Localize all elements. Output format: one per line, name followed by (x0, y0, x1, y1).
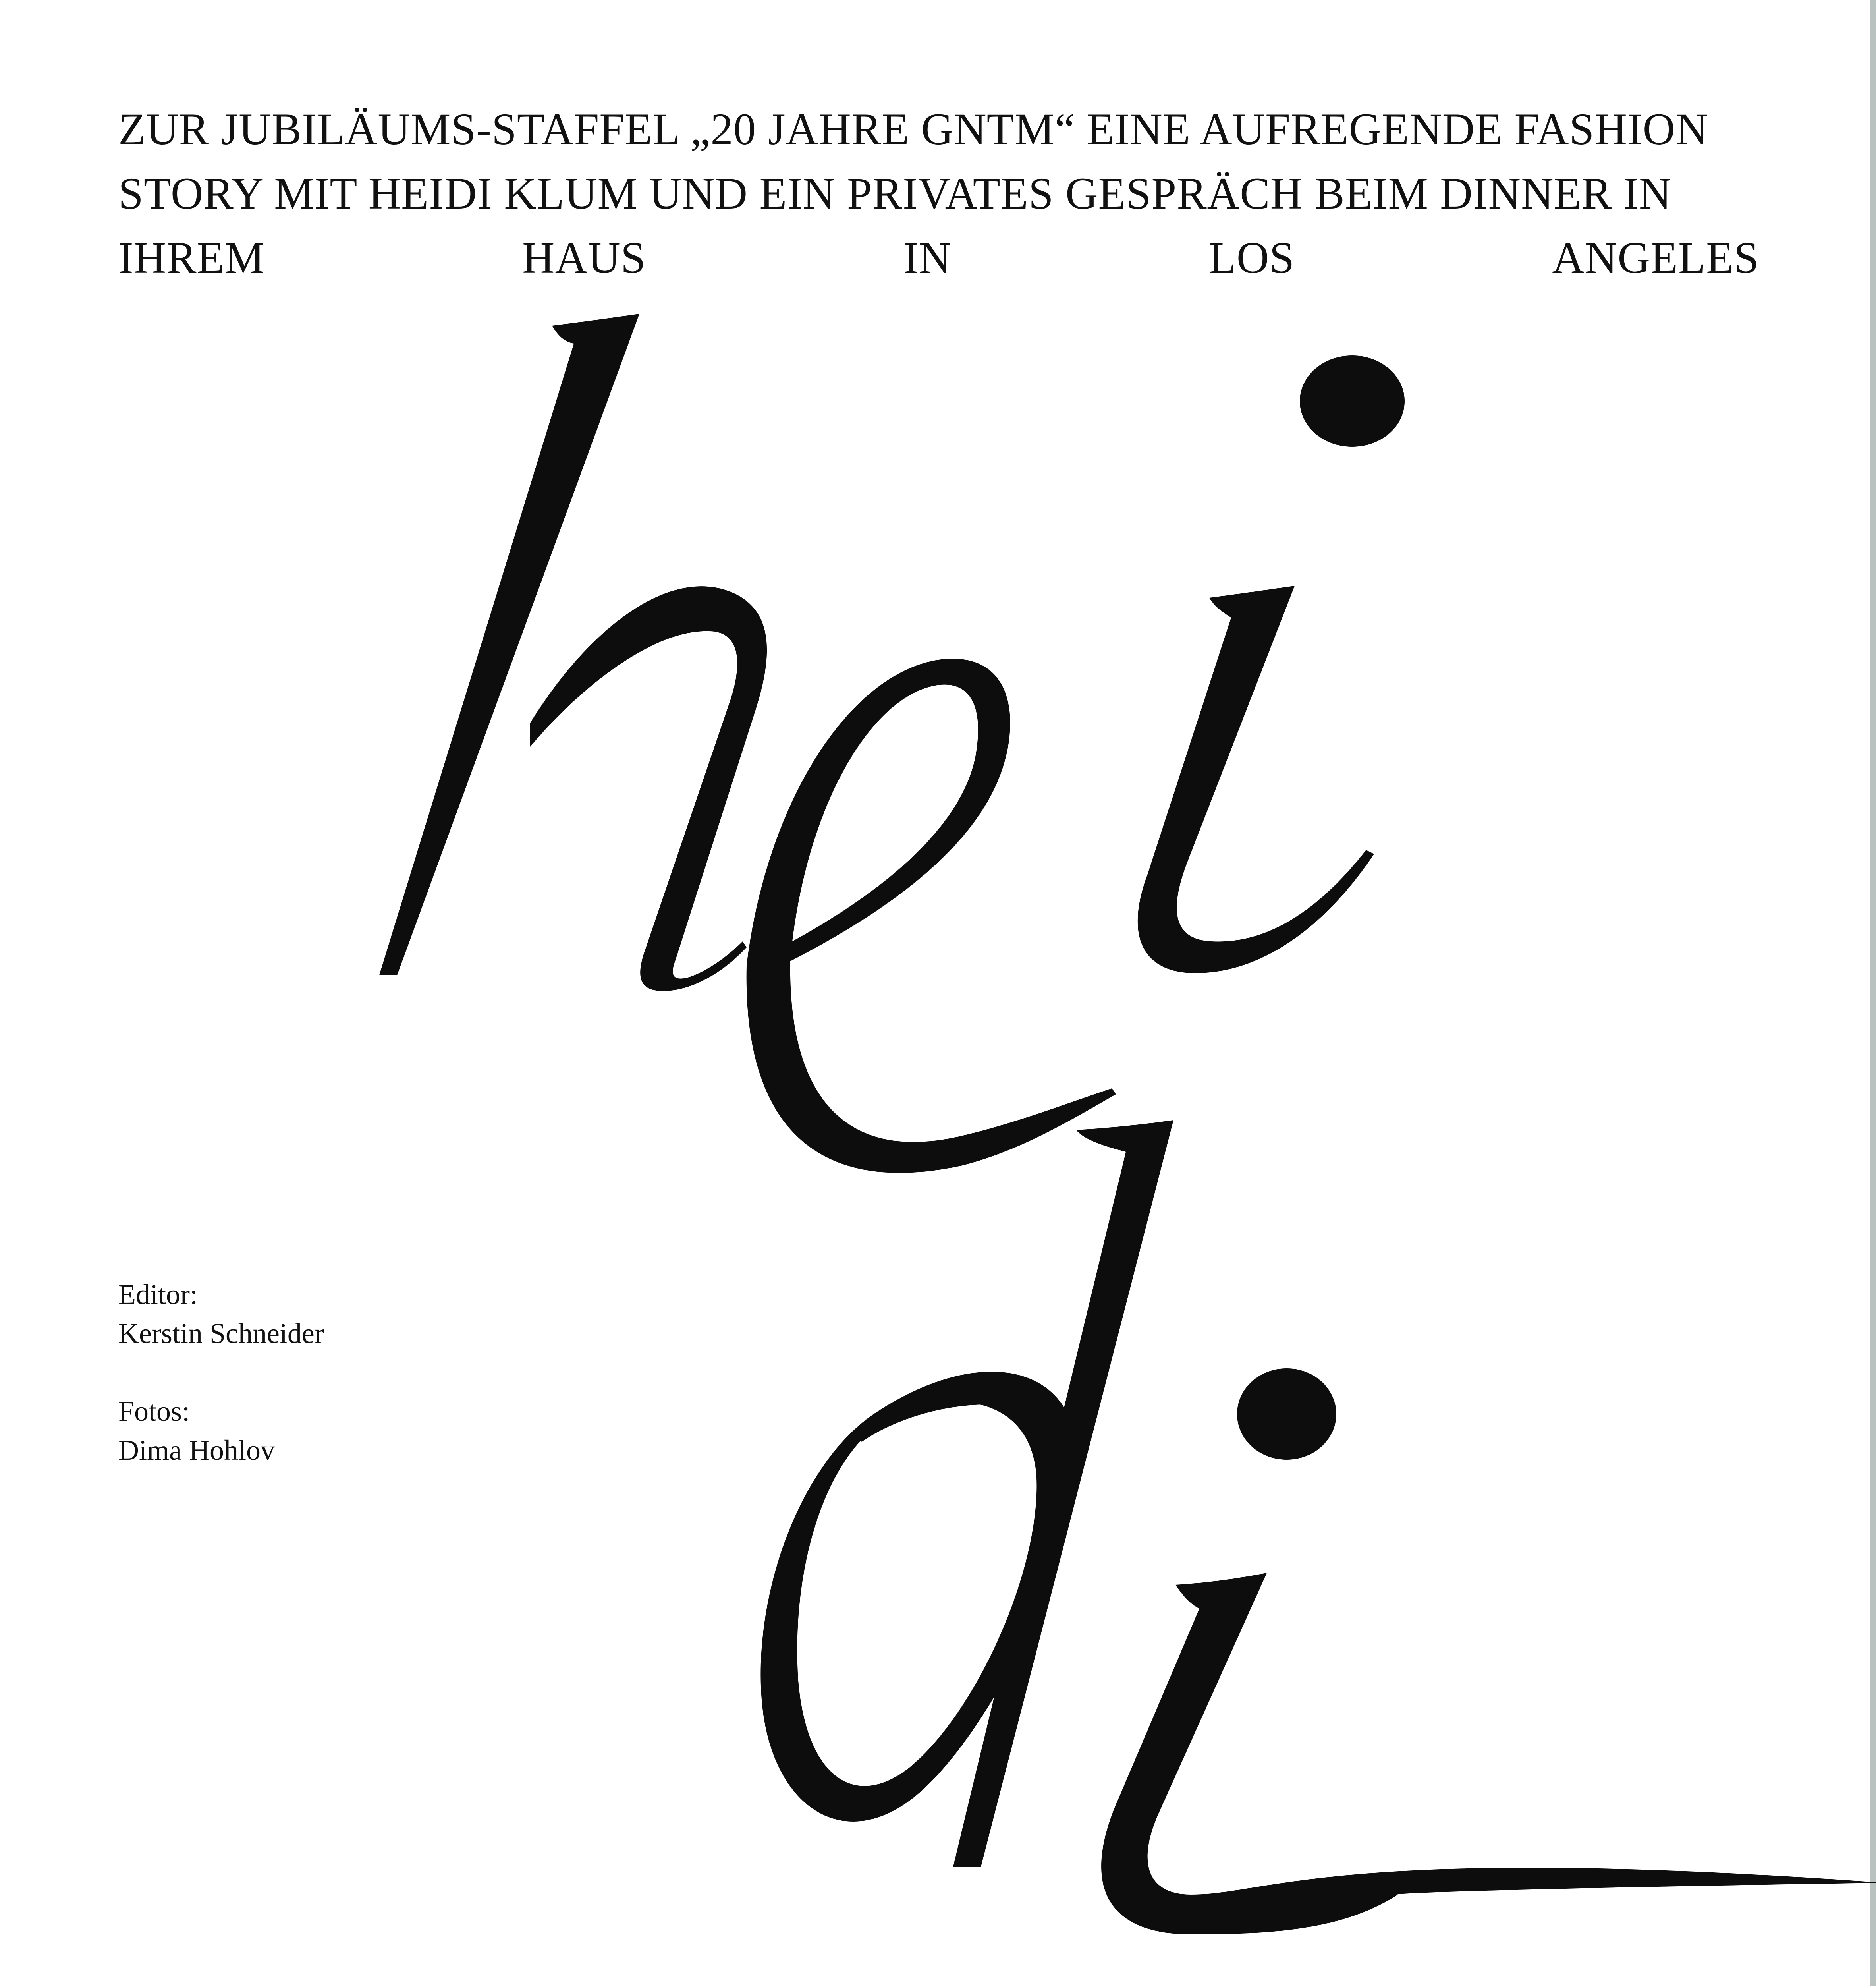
kicker-word: IN (903, 233, 952, 283)
photos-label: Fotos: (118, 1395, 190, 1427)
photos-name: Dima Hohlov (118, 1434, 275, 1466)
kicker-line-1: ZUR JUBILÄUMS-STAFFEL „20 JAHRE GNTM“ EINE AUFREGENDE FASHION (118, 104, 1708, 154)
kicker-word: HAUS (522, 233, 646, 283)
headline-letter-e (747, 659, 1116, 1173)
editor-label: Editor: (118, 1279, 198, 1310)
headline-letter-h-arch (530, 586, 767, 991)
credits (118, 1275, 324, 1509)
kicker-line-2: STORY MIT HEIDI KLUM UND EIN PRIVATES GESPRÄCH BEIM DINNER IN (118, 169, 1672, 218)
headline-i-dot-1 (1300, 355, 1405, 447)
credit-photos (118, 1392, 324, 1470)
kicker-word: ANGELES (1552, 233, 1759, 283)
headline-i-dot-2 (1237, 1368, 1336, 1460)
kicker-word: LOS (1208, 233, 1295, 283)
kicker-word: IHREM (118, 233, 265, 283)
headline-letter-i-2 (1101, 1573, 1876, 1934)
credit-editor (118, 1275, 324, 1353)
headline-letter-i-1 (1138, 586, 1374, 973)
editor-name: Kerstin Schneider (118, 1318, 324, 1349)
